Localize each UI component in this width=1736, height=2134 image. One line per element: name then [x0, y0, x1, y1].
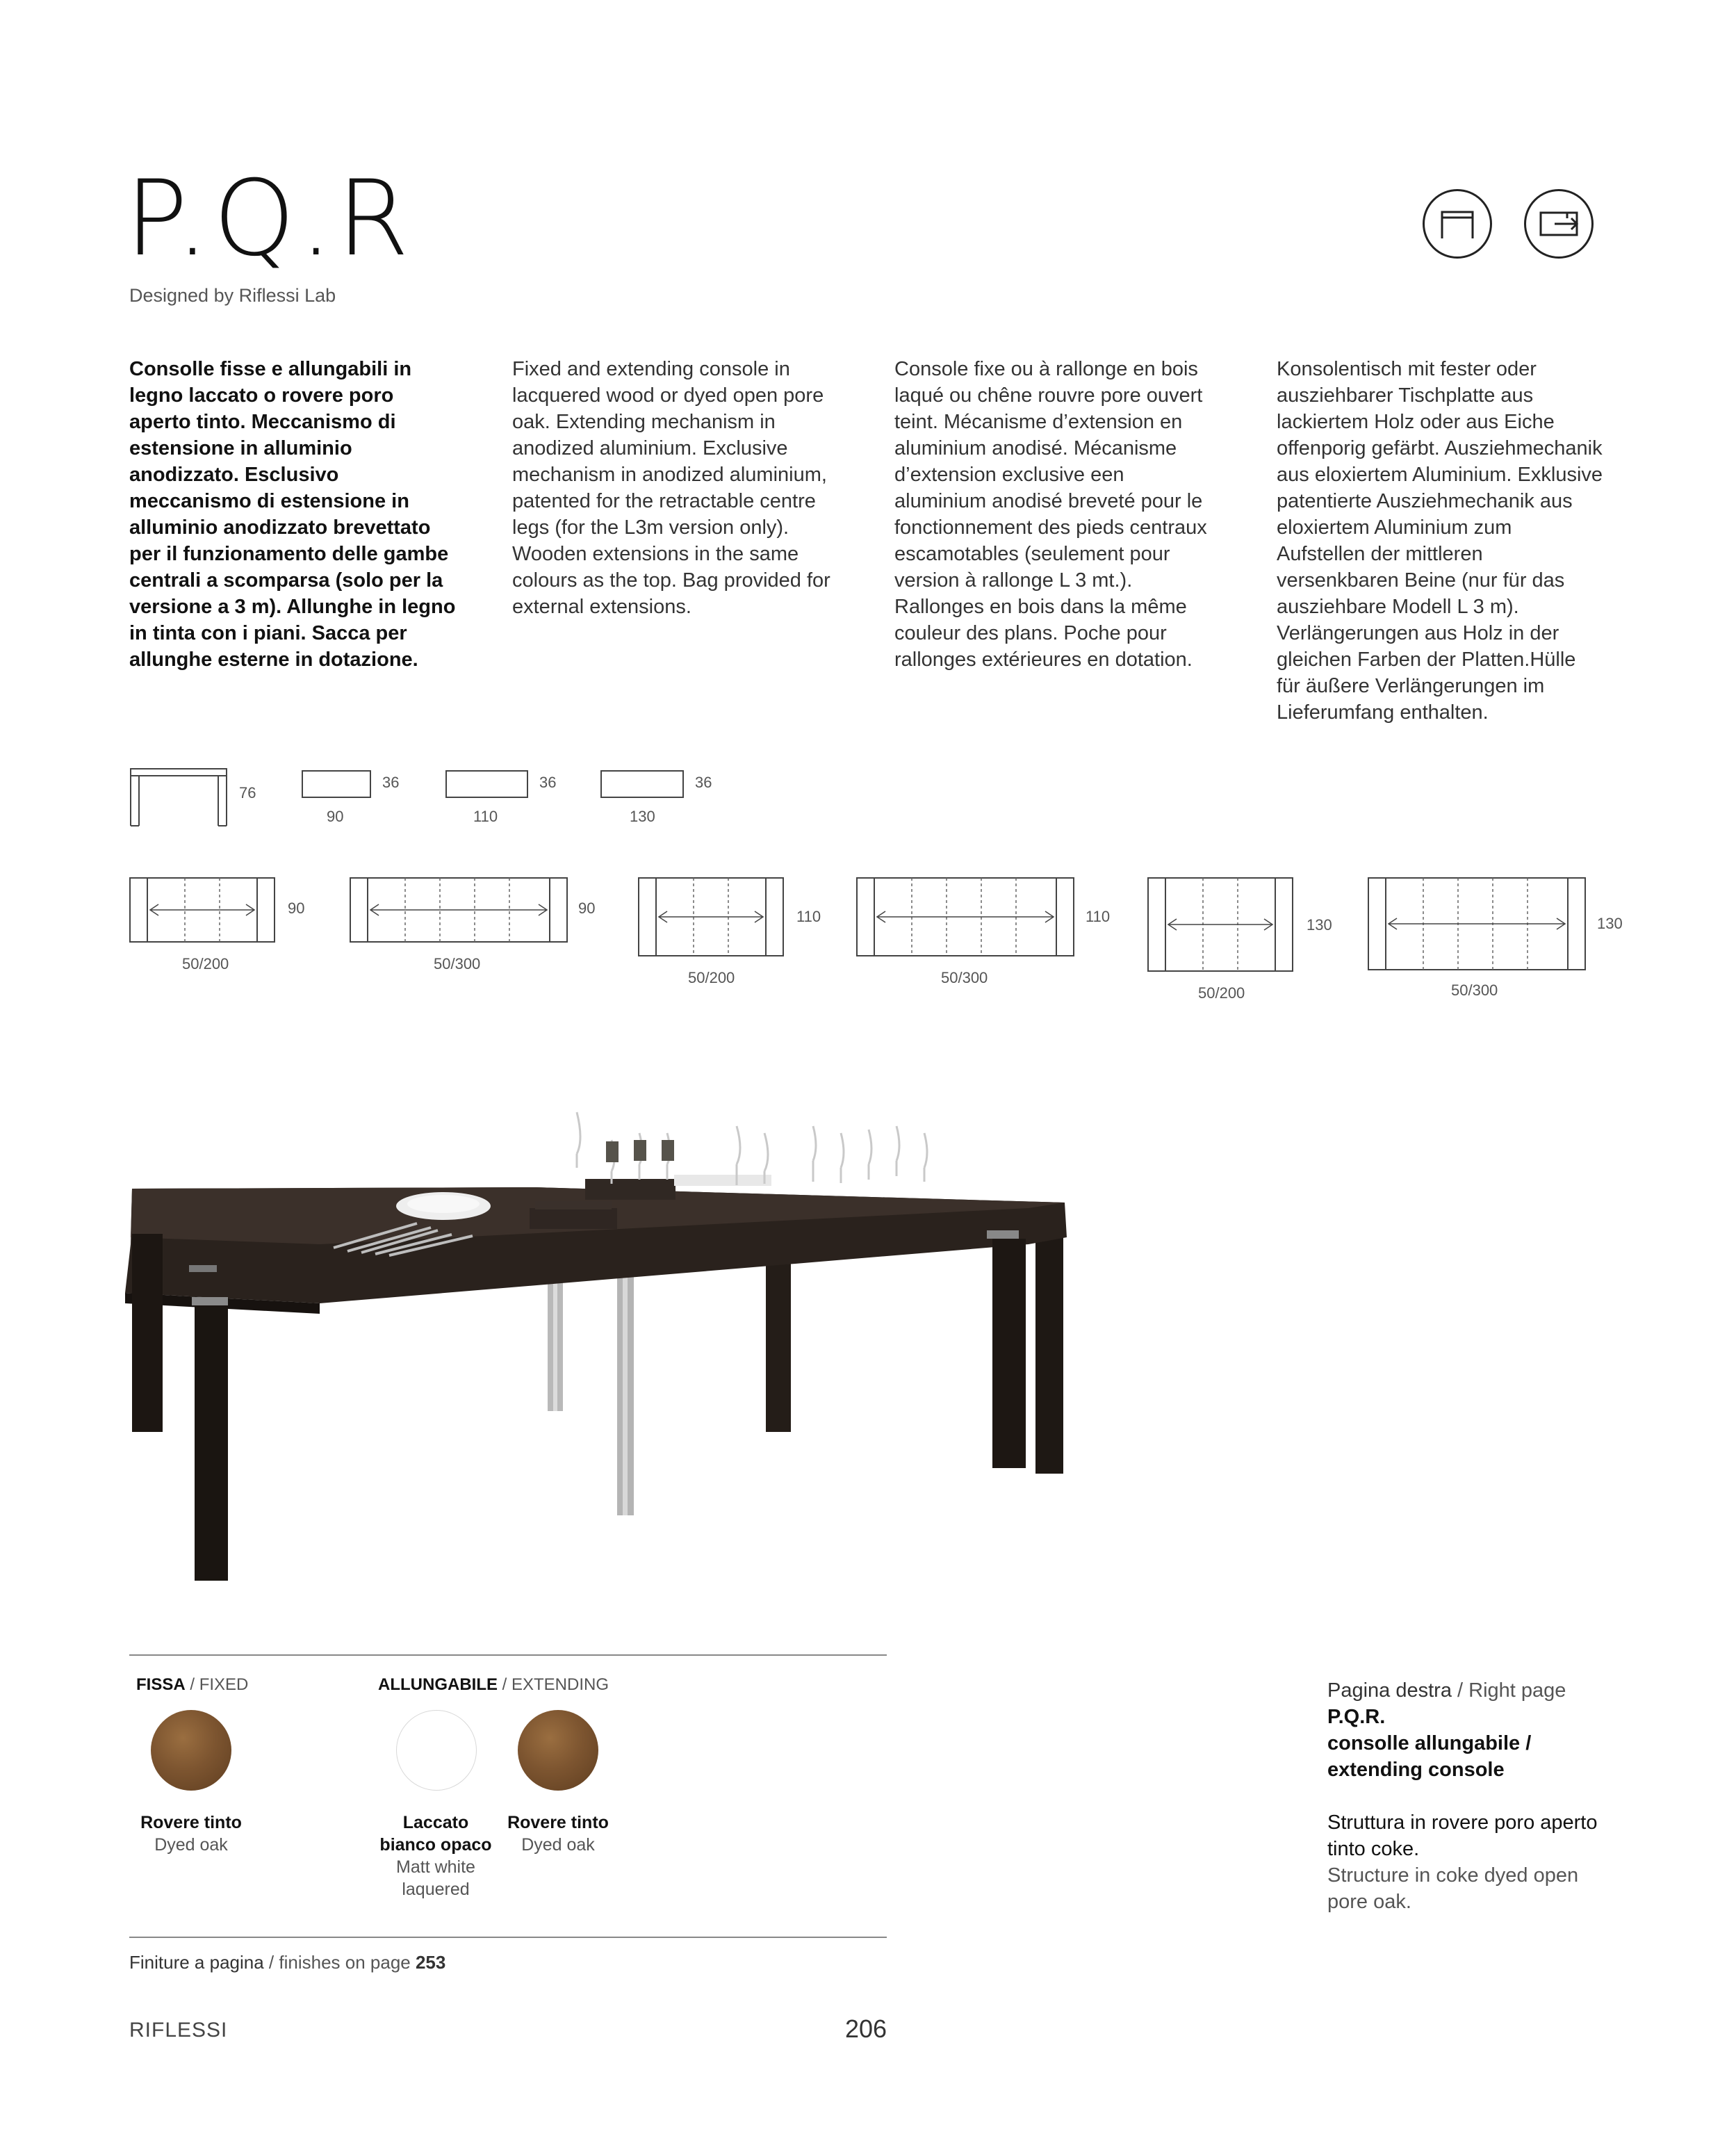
right-page-note — [1327, 1677, 1619, 1915]
page-number: 206 — [845, 2014, 887, 2043]
swatch-dyed-oak-extending[interactable] — [518, 1710, 598, 1791]
extending-length-label: 50/200 — [1198, 984, 1245, 1002]
extending-finishes-heading — [378, 1675, 609, 1695]
extending-table-icon — [1524, 189, 1594, 259]
designer-credit: Designed by Riflessi Lab — [129, 285, 336, 306]
extending-width-label: 90 — [288, 899, 305, 917]
fixed-side-elevation-diagram — [129, 767, 234, 830]
fixed-width-label: 110 — [473, 808, 498, 825]
finish-sub-line1: Matt white — [396, 1857, 475, 1877]
fixed-depth-label: 36 — [695, 774, 712, 791]
description-english: Fixed and extending console in lacquered wood or dyed open pore oak. Extending mechanism in anodized aluminium. Exclusive mechanism in anodized aluminium, patented for the retractable centre legs (for the L3m version only). Wooden extensions in the same colours as the top. Bag provided for external extensions. — [512, 358, 830, 618]
extending-plan-diagram — [350, 877, 569, 944]
fixed-plan-diagram — [600, 770, 684, 798]
extending-width-label: 110 — [1086, 908, 1111, 925]
extending-heading-bold: ALLUNGABILE — [378, 1675, 498, 1694]
extending-plan-diagram — [856, 877, 1076, 958]
description-german: Konsolentisch mit fester oder ausziehbarer Tischplatte aus lackiertem Holz oder aus Eiche offenporig gefärbt. Ausziehmechanik aus eloxiertem Aluminium. Exklusive patentierte Ausziehmechanik aus eloxiertem Aluminium zum Aufstellen der mittleren versenkbaren Beine (nur für das ausziehbare Modell L 3 m). Verlängerungen aus Holz in der gleichen Farben der Platten.Hülle für äußere Verlängerungen im Lieferumfang enthalten. — [1277, 358, 1603, 724]
extending-width-label: 90 — [578, 899, 596, 917]
extending-length-label: 50/300 — [941, 969, 988, 986]
fixed-heading-bold: FISSA — [136, 1675, 186, 1694]
description-italian: Consolle fisse e allungabili in legno laccato o rovere poro aperto tinto. Meccanismo di estensione in alluminio anodizzato. Esclusivo meccanismo di estensione in alluminio anodizzato brevettato per il funzionamento delle gambe centrali a scomparsa (solo per la versione a 3 m). Allunghe in legno in tinta con i piani. Sacca per allunghe esterne in dotazione. — [129, 358, 456, 671]
extending-length-label: 50/200 — [688, 969, 735, 986]
swatch-matt-white-lacquered[interactable] — [396, 1710, 477, 1791]
product-title: P.Q.R — [125, 158, 413, 279]
finishes-ref-label: Finiture a pagina — [129, 1952, 264, 1973]
fixed-width-label: 130 — [630, 808, 655, 825]
finishes-page-reference — [129, 1952, 445, 1973]
right-page-product-desc-2: extending console — [1327, 1759, 1505, 1781]
fixed-table-icon — [1423, 189, 1492, 259]
right-page-structure-en: Structure in coke dyed open pore oak. — [1327, 1864, 1579, 1913]
fixed-depth-label: 36 — [539, 774, 557, 791]
extending-plan-diagram — [1368, 877, 1587, 972]
extending-width-label: 130 — [1307, 916, 1332, 934]
right-page-product: P.Q.R. — [1327, 1706, 1386, 1728]
finishes-ref-page[interactable]: 253 — [415, 1952, 446, 1973]
fixed-depth-label: 36 — [382, 774, 400, 791]
finish-label-fixed-oak — [122, 1811, 261, 1856]
extending-plan-diagram — [129, 877, 277, 944]
fixed-plan-diagram — [302, 770, 371, 798]
extending-length-label: 50/300 — [1451, 982, 1498, 999]
extending-plan-diagram — [638, 877, 785, 958]
right-page-label: Pagina destra — [1327, 1679, 1452, 1702]
extending-length-label: 50/200 — [182, 955, 229, 972]
finish-name: Rovere tinto — [507, 1813, 609, 1832]
finishes-ref-sub: / finishes on page — [268, 1952, 411, 1973]
finishes-top-divider — [129, 1654, 887, 1656]
finish-sub: Dyed oak — [154, 1835, 228, 1855]
swatch-dyed-oak-fixed[interactable] — [151, 1710, 231, 1791]
right-page-label-en: / Right page — [1457, 1679, 1566, 1702]
fixed-width-label: 90 — [327, 808, 344, 825]
finish-label-white — [366, 1811, 505, 1900]
finish-name-line2: bianco opaco — [379, 1835, 492, 1855]
finish-name: Rovere tinto — [140, 1813, 242, 1832]
description-french: Console fixe ou à rallonge en bois laqué ou chêne rouvre pore ouvert teint. Mécanisme d’extension en aluminium anodisé. Mécanisme d’extension exclusive een aluminium anodisé breveté pour le fonctionnement des pieds centraux escamotables (seulement pour version à rallonge L 3 mt.). Rallonges en bois dans la même couleur des plans. Poche pour rallonges extérieures en dotation. — [894, 358, 1207, 671]
product-photo-extending-table — [125, 1091, 1084, 1606]
extending-width-label: 110 — [796, 908, 821, 925]
right-page-product-desc-1: consolle allungabile / — [1327, 1732, 1532, 1754]
finish-sub-line2: laquered — [402, 1880, 470, 1899]
finish-label-extending-oak — [489, 1811, 628, 1856]
fixed-finishes-heading — [136, 1675, 248, 1695]
extending-length-label: 50/300 — [434, 955, 481, 972]
fixed-height-label: 76 — [239, 784, 256, 801]
fixed-heading-sub: / FIXED — [190, 1675, 249, 1694]
fixed-plan-diagram — [445, 770, 528, 798]
finish-name-line1: Laccato — [402, 1813, 469, 1832]
extending-plan-diagram — [1147, 877, 1295, 973]
right-page-structure-it: Struttura in rovere poro aperto tinto coke. — [1327, 1811, 1598, 1860]
finish-sub: Dyed oak — [521, 1835, 595, 1855]
finishes-bottom-divider — [129, 1937, 887, 1938]
brand-footer: RIFLESSI — [129, 2019, 228, 2042]
extending-width-label: 130 — [1597, 915, 1623, 932]
extending-heading-sub: / EXTENDING — [502, 1675, 609, 1694]
